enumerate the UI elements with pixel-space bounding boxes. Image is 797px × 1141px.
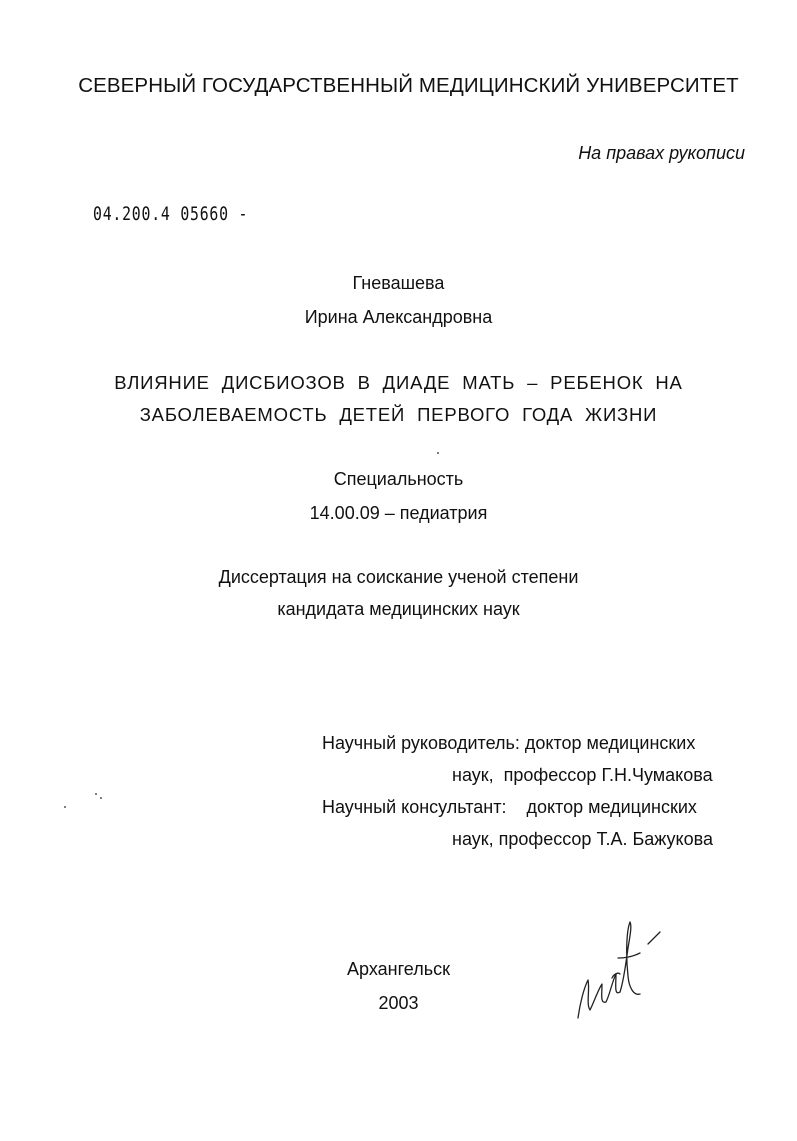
rights-note: На правах рукописи xyxy=(578,143,745,163)
author-given-names: Ирина Александровна xyxy=(304,307,493,327)
dissertation-line-1: Диссертация на соискание ученой степени xyxy=(218,567,579,587)
scan-speck xyxy=(437,452,439,454)
advisor-line-2: наук, профессор Г.Н.Чумакова xyxy=(452,765,713,785)
university-name: СЕВЕРНЫЙ ГОСУДАРСТВЕННЫЙ МЕДИЦИНСКИЙ УНИВЕРСИТЕТ xyxy=(78,74,739,97)
registration-code: 04.200.4 05660 - xyxy=(93,203,249,225)
author-surname: Гневашева xyxy=(352,273,445,293)
consultant-line-2: наук, профессор Т.А. Бажукова xyxy=(452,829,713,849)
handwritten-signature xyxy=(568,918,678,1028)
scan-speck xyxy=(100,797,102,799)
specialty-code: 14.00.09 – педиатрия xyxy=(309,503,488,523)
dissertation-line-2: кандидата медицинских наук xyxy=(277,599,520,619)
scan-speck xyxy=(64,806,66,808)
year: 2003 xyxy=(378,993,419,1013)
thesis-title-line-1: ВЛИЯНИЕ ДИСБИОЗОВ В ДИАДЕ МАТЬ – РЕБЕНОК НА xyxy=(114,372,683,393)
advisor-line-1: Научный руководитель: доктор медицинских xyxy=(322,733,696,753)
consultant-line-1: Научный консультант: доктор медицинских xyxy=(322,797,697,817)
thesis-title-line-2: ЗАБОЛЕВАЕМОСТЬ ДЕТЕЙ ПЕРВОГО ГОДА ЖИЗНИ xyxy=(139,404,658,425)
place: Архангельск xyxy=(347,959,450,979)
specialty-label: Специальность xyxy=(333,469,464,489)
scan-speck xyxy=(95,793,97,795)
